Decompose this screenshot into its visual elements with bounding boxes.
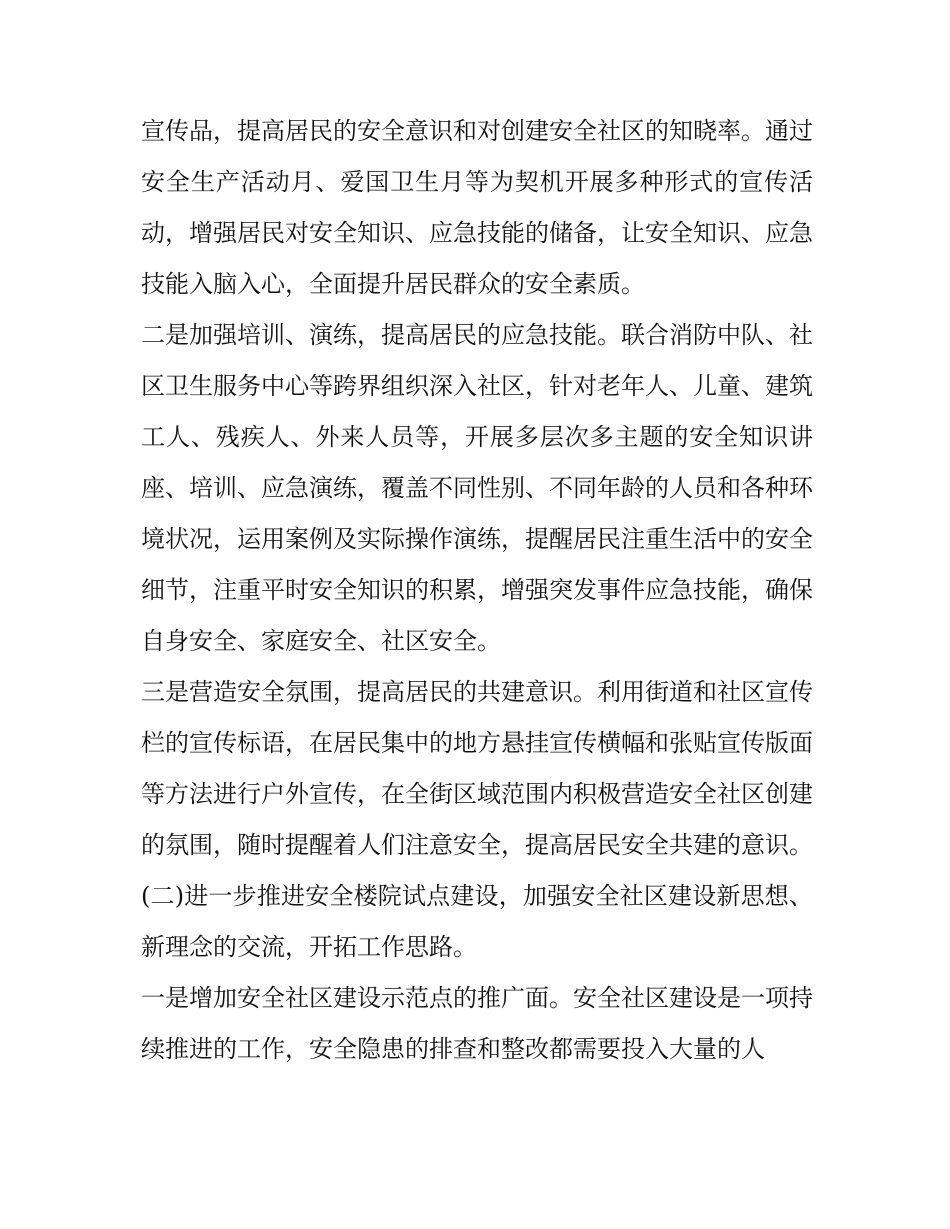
paragraph-4: 一是增加安全社区建设示范点的推广面。安全社区建设是一项持续推进的工作，安全隐患的排查和整改都需要投入大量的人 <box>141 984 813 1063</box>
section-heading-2: (二)进一步推进安全楼院试点建设，加强安全社区建设新思想、新理念的交流，开拓工作思路。 <box>141 882 813 961</box>
document-body <box>141 106 813 1075</box>
paragraph-3: 三是营造安全氛围，提高居民的共建意识。利用街道和社区宣传栏的宣传标语，在居民集中的地方悬挂宣传横幅和张贴宣传版面等方法进行户外宣传，在全街区域范围内积极营造安全社区创建的氛围，随时提醒着人们注意安全，提高居民安全共建的意识。 <box>141 678 813 859</box>
paragraph-1: 宣传品，提高居民的安全意识和对创建安全社区的知晓率。通过安全生产活动月、爱国卫生月等为契机开展多种形式的宣传活动，增强居民对安全知识、应急技能的储备，让安全知识、应急技能入脑入心，全面提升居民群众的安全素质。 <box>141 117 813 298</box>
paragraph-2: 二是加强培训、演练，提高居民的应急技能。联合消防中队、社区卫生服务中心等跨界组织深入社区，针对老年人、儿童、建筑工人、残疾人、外来人员等，开展多层次多主题的安全知识讲座、培训、应急演练，覆盖不同性别、不同年龄的人员和各种环境状况，运用案例及实际操作演练，提醒居民注重生活中的安全细节，注重平时安全知识的积累，增强突发事件应急技能，确保自身安全、家庭安全、社区安全。 <box>141 321 813 655</box>
